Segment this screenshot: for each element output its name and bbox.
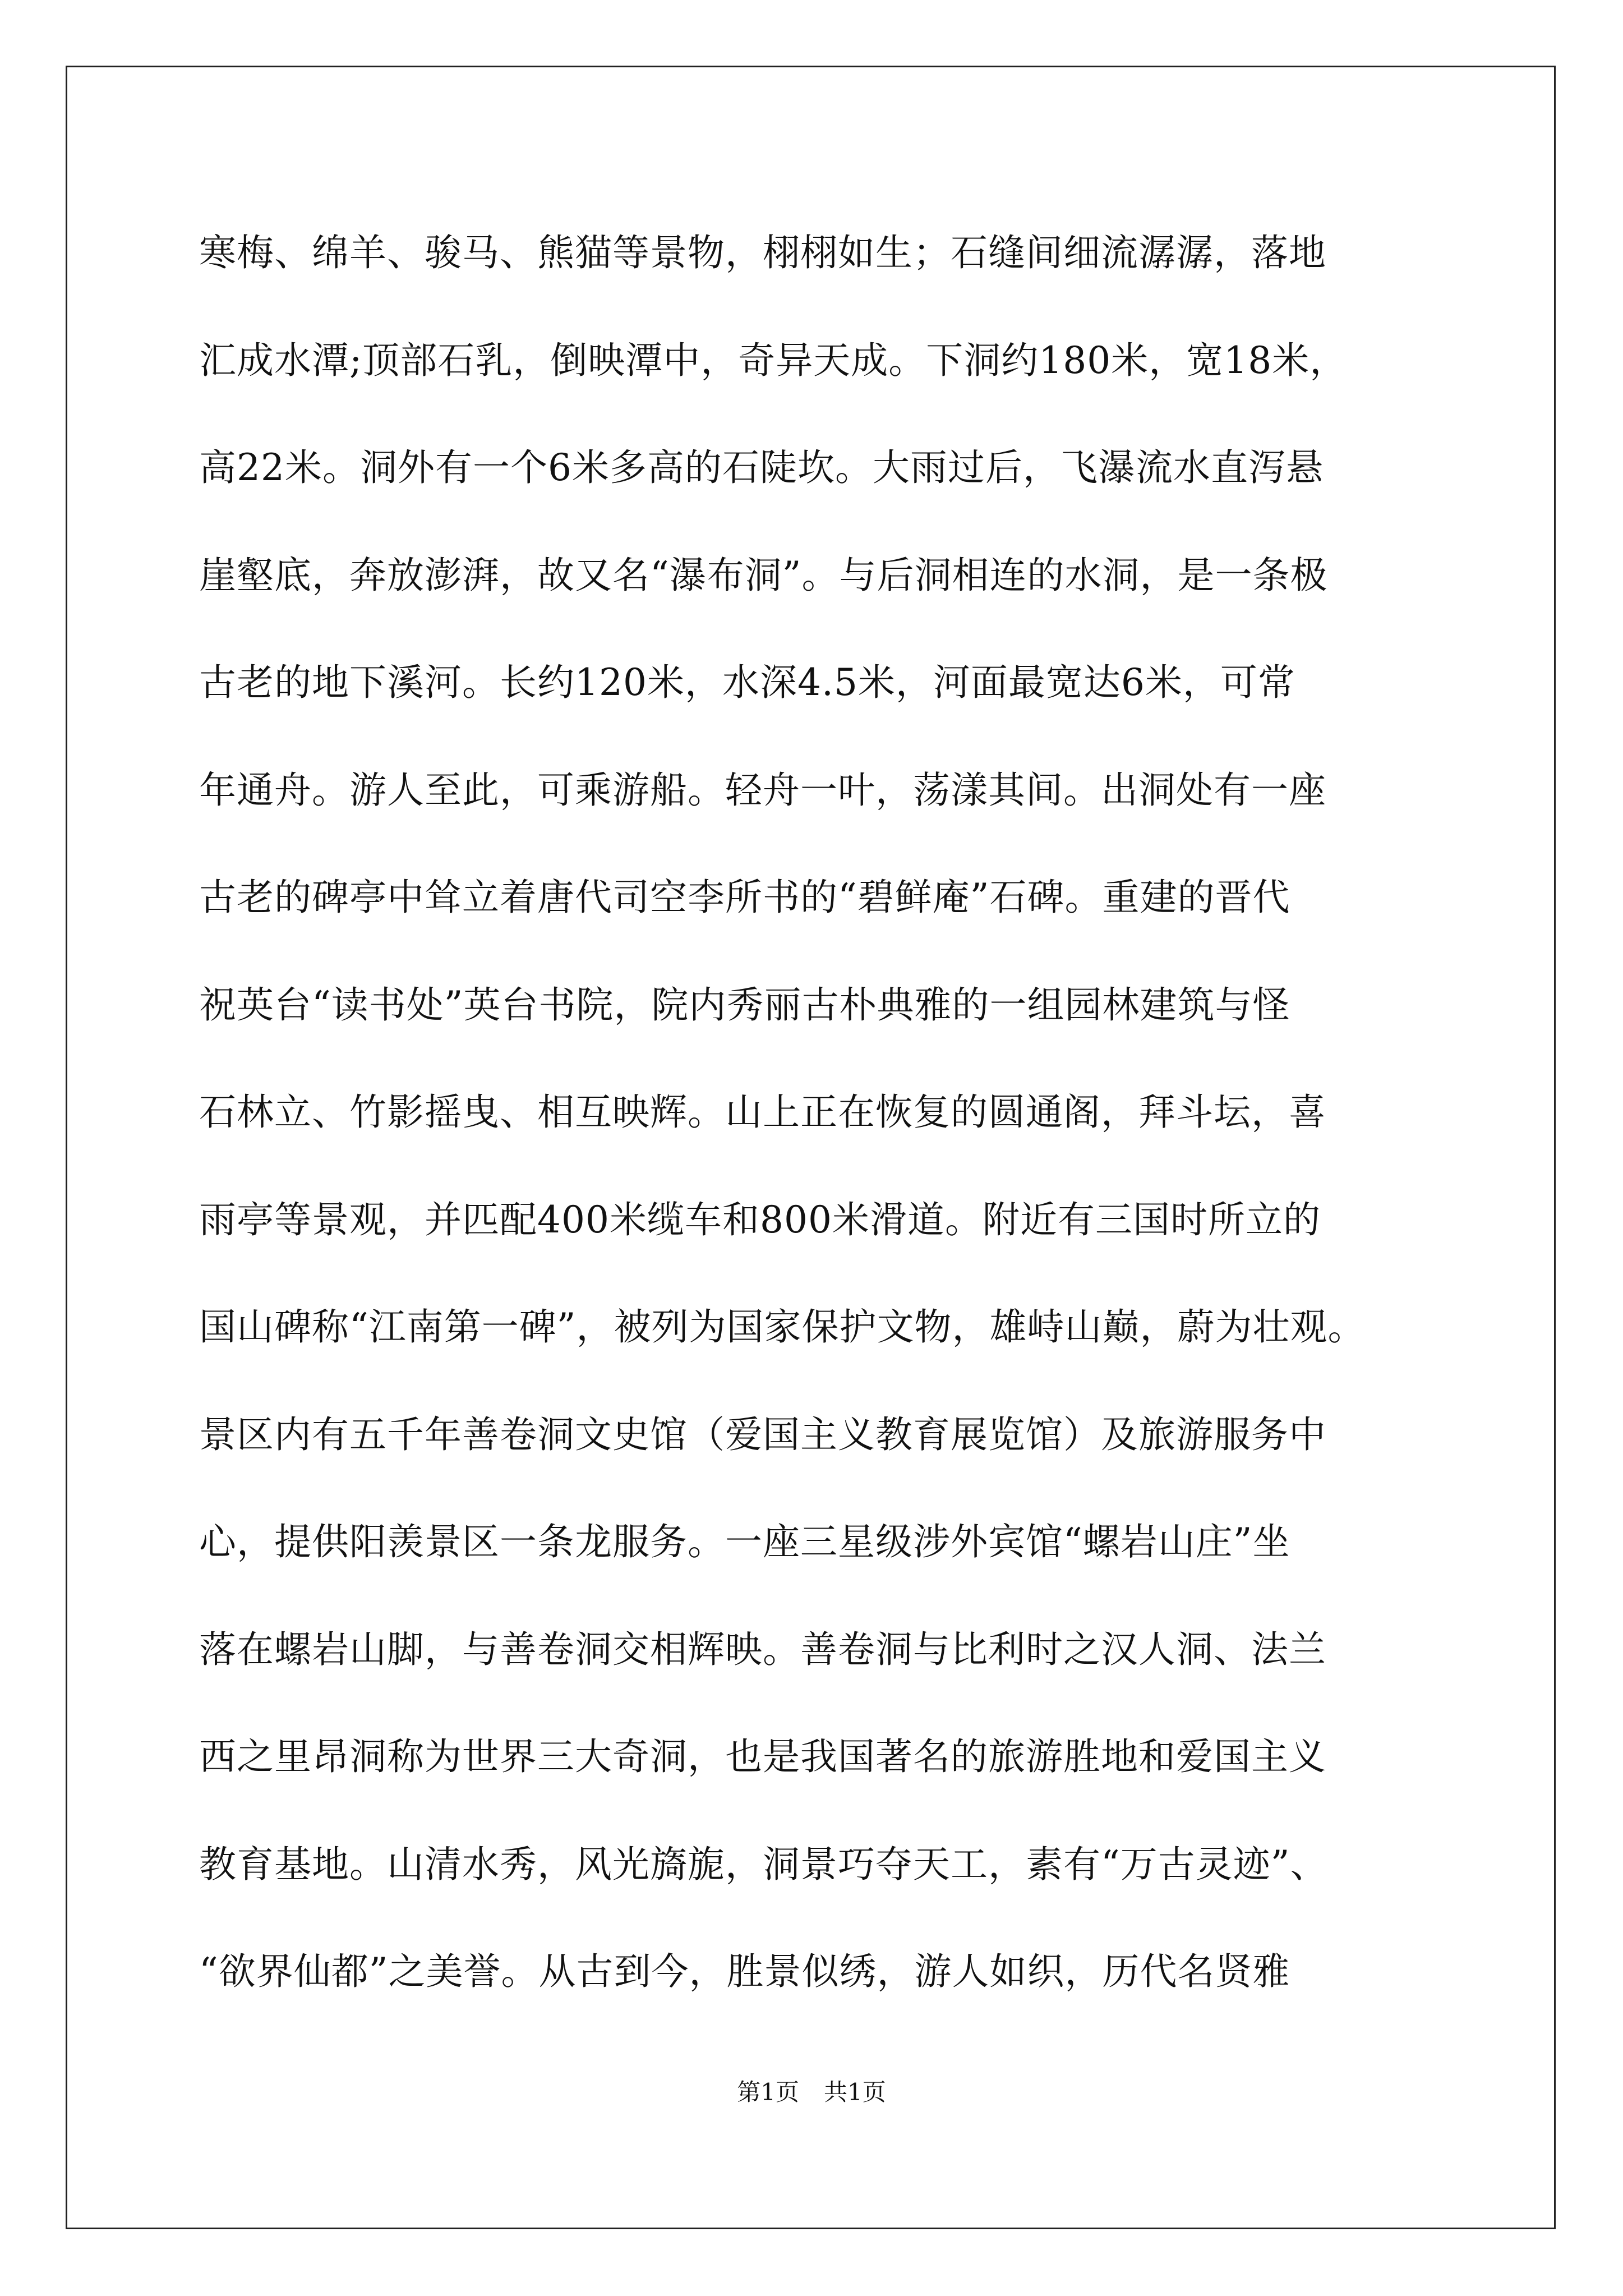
text-line: 古老的碑亭中耸立着唐代司空李所书的“碧鲜庵”石碑。重建的晋代 <box>199 876 1290 919</box>
text-line: 落在螺岩山脚，与善卷洞交相辉映。善卷洞与比利时之汉人洞、法兰 <box>199 1627 1326 1671</box>
text-line: 国山碑称“江南第一碑”，被列为国家保护文物，雄峙山巅，蔚为壮观。 <box>199 1305 1366 1349</box>
text-line: 心，提供阳羡景区一条龙服务。一座三星级涉外宾馆“螺岩山庄”坐 <box>199 1520 1290 1563</box>
text-line: 教育基地。山清水秀，风光旖旎，洞景巧夺天工，素有“万古灵迹”、 <box>199 1842 1328 1886</box>
text-line: 景区内有五千年善卷洞文史馆（爱国主义教育展览馆）及旅游服务中 <box>199 1412 1326 1456</box>
text-line: 崖壑底，奔放澎湃，故又名“瀑布洞”。与后洞相连的水洞，是一条极 <box>199 553 1328 597</box>
text-line: 祝英台“读书处”英台书院，院内秀丽古朴典雅的一组园林建筑与怪 <box>199 983 1290 1027</box>
text-line: 寒梅、绵羊、骏马、熊猫等景物，栩栩如生；石缝间细流潺潺，落地 <box>199 231 1326 274</box>
page-footer <box>0 2076 1623 2109</box>
page-number: 第1页 <box>737 2078 799 2106</box>
text-line: 汇成水潭;顶部石乳，倒映潭中，奇异天成。下洞约180米，宽18米， <box>199 338 1348 382</box>
text-line: “欲界仙都”之美誉。从古到今，胜景似绣，游人如织，历代名贤雅 <box>199 1950 1290 1993</box>
text-line: 西之里昂洞称为世界三大奇洞，也是我国著名的旅游胜地和爱国主义 <box>199 1735 1326 1778</box>
text-line: 古老的地下溪河。长约120米，水深4.5米，河面最宽达6米，可常 <box>199 661 1295 704</box>
document-body <box>199 199 1433 2026</box>
text-line: 高22米。洞外有一个6米多高的石陡坎。大雨过后，飞瀑流水直泻悬 <box>199 446 1324 489</box>
text-line: 雨亭等景观，并匹配400米缆车和800米滑道。附近有三国时所立的 <box>199 1198 1321 1241</box>
page-total: 共1页 <box>824 2078 886 2106</box>
text-line: 年通舟。游人至此，可乘游船。轻舟一叶，荡漾其间。出洞处有一座 <box>199 768 1326 812</box>
text-line: 石林立、竹影摇曳、相互映辉。山上正在恢复的圆通阁，拜斗坛，喜 <box>199 1091 1326 1134</box>
